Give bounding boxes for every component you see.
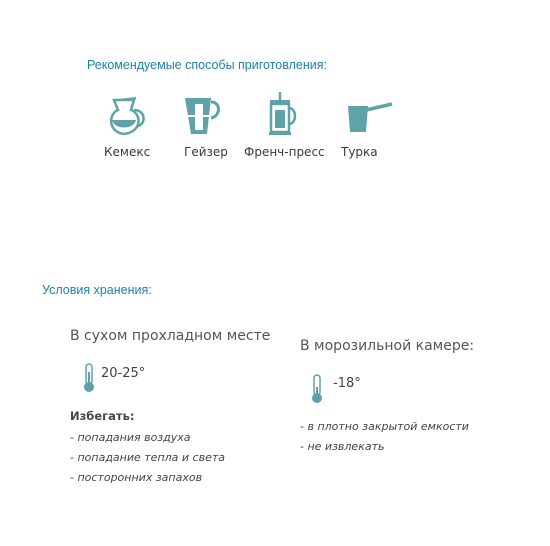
method-label-french-press: Френч-пресс	[244, 145, 325, 159]
method-label-geyser: Гейзер	[184, 145, 228, 159]
brewing-heading: Рекомендуемые способы приготовления:	[87, 58, 327, 72]
avoid-item: - попадание тепла и света	[70, 451, 225, 464]
method-label-turka: Турка	[341, 145, 378, 159]
chemex-icon	[104, 96, 150, 138]
geyser-icon	[181, 94, 221, 138]
freezer-item: - не извлекать	[300, 440, 385, 453]
dry-place-title: В сухом прохладном месте	[70, 328, 271, 344]
thermometer-icon	[310, 373, 324, 405]
avoid-item: - попадания воздуха	[70, 431, 191, 444]
avoid-item: - посторонних запахов	[70, 471, 203, 484]
dry-place-temperature: 20-25°	[101, 366, 146, 381]
thermometer-icon	[82, 362, 96, 394]
method-label-chemex: Кемекс	[104, 145, 151, 159]
turka-icon	[344, 100, 396, 138]
freezer-temperature: -18°	[333, 376, 361, 391]
freezer-item: - в плотно закрытой емкости	[300, 420, 469, 433]
freezer-title: В морозильной камере:	[300, 338, 475, 354]
storage-heading: Условия хранения:	[42, 283, 152, 297]
french-press-icon	[264, 90, 300, 138]
avoid-label: Избегать:	[70, 409, 135, 423]
